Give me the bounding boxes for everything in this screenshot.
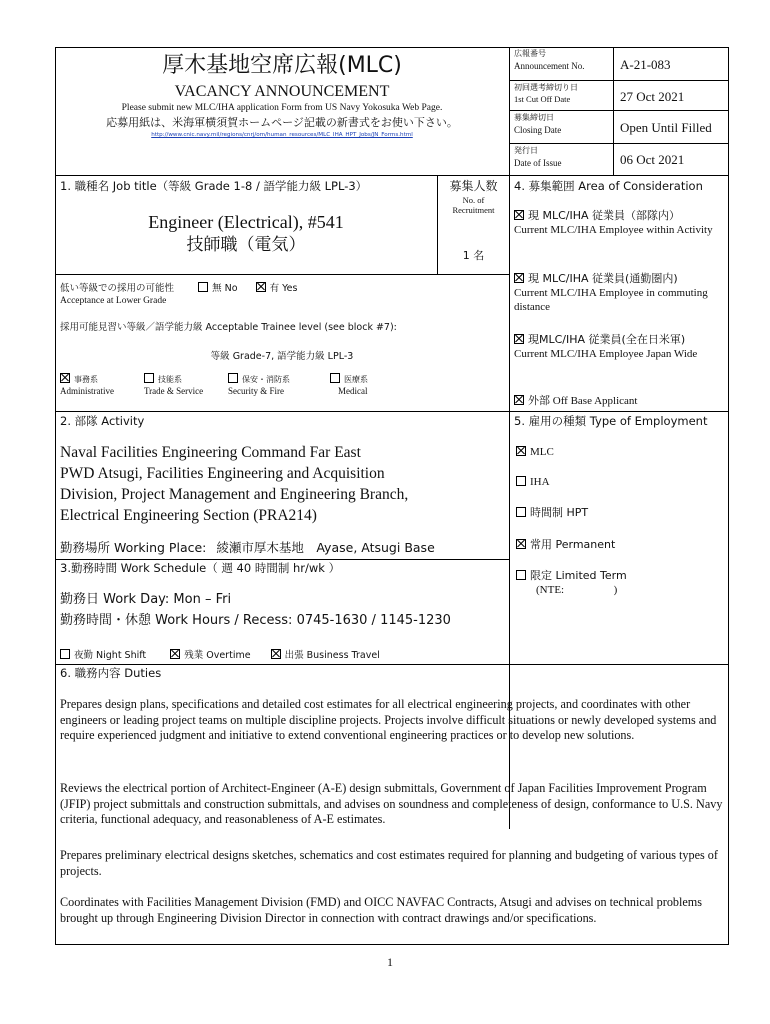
vacancy-announcement-heading: VACANCY ANNOUNCEMENT [174, 83, 390, 100]
hpt-checkbox[interactable] [516, 507, 526, 517]
date-of-issue-value: 06 Oct 2021 [620, 152, 685, 167]
divider [509, 80, 729, 81]
duties-header: 6. 職務内容 Duties [60, 666, 162, 680]
trainee-level-text: 採用可能見習い等級／語学能力級 Acceptable Trainee level (see block #7): [60, 322, 397, 333]
job-title-header: 1. 職種名 Job title（等級 Grade 1-8 / 語学能力級 LPL-3） [60, 179, 368, 193]
schedule-header: 3.勤務時間 Work Schedule（ 週 40 時間制 hr/wk ） [60, 561, 341, 575]
lower-grade-row: 低い等級での採用の可能性 無 No 有 Yes [60, 283, 298, 294]
activity-header: 2. 部隊 Activity [60, 414, 145, 428]
work-day: 勤務日 Work Day: Mon – Fri [60, 592, 232, 607]
announcement-no-label: 広報番号 Announcement No. [514, 49, 585, 71]
closing-date-value: Open Until Filled [620, 120, 712, 135]
category-trade-service: 技能系 Trade & Service [144, 375, 204, 396]
duties-paragraph: Prepares design plans, specifications and detailed cost estimates for all electrical engineering projects, and coordinates with other engineers or leading project teams on multiple discipline projects. Projects involve difficult situations or newly developed systems and require experienced judgment and initiative to extend conventional engineering practices or to develop new solutions. [60, 697, 717, 742]
lower-grade-yes-checkbox[interactable] [256, 282, 266, 292]
divider [509, 110, 729, 111]
cut-off-date-label: 初回選考締切り日 1st Cut Off Date [514, 83, 578, 104]
recruitment-label-jp: 募集人数 [449, 179, 498, 193]
area-item-off-base: 外部 Off Base Applicant [514, 394, 724, 408]
lower-grade-no-checkbox[interactable] [198, 282, 208, 292]
area-item-japan-wide: 現MLC/IHA 従業員(全在日米軍) Current MLC/IHA Employee Japan Wide [514, 333, 698, 360]
job-title-jp: 技師職（電気） [186, 235, 306, 255]
submit-note-en: Please submit new MLC/IHA application Form from US Navy Yokosuka Web Page. [121, 103, 443, 113]
category-medical: 医療系 Medical [330, 373, 368, 396]
area-header: 4. 募集範囲 Area of Consideration [514, 179, 703, 193]
employment-iha: IHA [516, 475, 550, 489]
employment-header: 5. 雇用の種類 Type of Employment [514, 414, 708, 428]
divider [613, 47, 614, 175]
lower-grade-label-en: Acceptance at Lower Grade [60, 296, 167, 306]
divider [55, 274, 509, 275]
iha-checkbox[interactable] [516, 476, 526, 486]
activity-text: Naval Facilities Engineering Command Far East PWD Atsugi, Facilities Engineering and Acquisition Division, Project Management and Engineering Branch, Electrical Engineering Section (PRA214) [60, 444, 409, 524]
employment-hpt: 時間制 HPT [516, 506, 588, 520]
divider [509, 143, 729, 144]
area-japan-wide-checkbox[interactable] [514, 334, 524, 344]
closing-date-label: 募集締切日 Closing Date [514, 113, 562, 135]
announcement-no-value: A-21-083 [620, 57, 671, 72]
working-place: 勤務場所 Working Place: 綾瀬市厚木基地 Ayase, Atsugi Base [60, 540, 435, 555]
permanent-checkbox[interactable] [516, 539, 526, 549]
employment-limited: 限定 Limited Term (NTE: ) [516, 569, 627, 597]
area-commuting-checkbox[interactable] [514, 273, 524, 283]
divider [55, 411, 729, 412]
divider [55, 664, 729, 665]
area-item-activity: 現 MLC/IHA 従業員（部隊内） Current MLC/IHA Employee within Activity [514, 209, 713, 236]
recruitment-count: 1 名 [462, 249, 485, 262]
night-shift-checkbox[interactable] [60, 649, 70, 659]
area-activity-checkbox[interactable] [514, 210, 524, 220]
security-fire-checkbox[interactable] [228, 373, 238, 383]
job-title-en: Engineer (Electrical), #541 [148, 212, 344, 232]
trainee-grade: 等級 Grade-7, 語学能力級 LPL-3 [210, 351, 354, 362]
duties-paragraph: Coordinates with Facilities Management Division (FMD) and OICC NAVFAC Contracts, Atsugi and advises on technical problems brought up through Engineering Division Director in connection with contract drawings and/or specifications. [60, 895, 703, 925]
divider [55, 559, 509, 560]
duties-paragraph: Reviews the electrical portion of Architect-Engineer (A-E) design submittals, Government of Japan Facilities Improvement Program (JFIP) project submittals and construction submittals, and advises on soundness and completeness of design, conformance to U.S. Navy criteria, functional adequacy, and reasonableness of A-E estimates. [60, 781, 723, 826]
business-travel-checkbox[interactable] [271, 649, 281, 659]
recruitment-label-en: No. of Recruitment [452, 195, 495, 215]
date-of-issue-label: 発行日 Date of Issue [514, 146, 562, 168]
forms-link[interactable]: http://www.cnic.navy.mil/regions/cnrj/om/human_resources/MLC_IHA_HPT_Jobs/JN_Forms.html [151, 132, 413, 138]
trade-service-checkbox[interactable] [144, 373, 154, 383]
employment-permanent: 常用 Permanent [516, 538, 615, 552]
medical-checkbox[interactable] [330, 373, 340, 383]
submit-note-jp: 応募用紙は、米海軍横須賀ホームページ記載の新書式をお使い下さい。 [106, 116, 458, 129]
mlc-checkbox[interactable] [516, 446, 526, 456]
duties-paragraph: Prepares preliminary electrical designs sketches, schematics and cost estimates required for planning and budgeting of various types of projects. [60, 848, 718, 878]
page-number: 1 [387, 955, 393, 969]
limited-term-checkbox[interactable] [516, 570, 526, 580]
work-hours: 勤務時間・休憩 Work Hours / Recess: 0745-1630 / 1145-1230 [60, 613, 451, 628]
category-security-fire: 保安・消防系 Security & Fire [228, 375, 290, 396]
administrative-checkbox[interactable] [60, 373, 70, 383]
overtime-checkbox[interactable] [170, 649, 180, 659]
area-item-commuting: 現 MLC/IHA 従業員(通勤圏内) Current MLC/IHA Employee in commuting distance [514, 272, 708, 313]
area-off-base-checkbox[interactable] [514, 395, 524, 405]
category-administrative: 事務系 Administrative [60, 375, 114, 396]
cut-off-date-value: 27 Oct 2021 [620, 89, 685, 104]
schedule-options: 夜勤 Night Shift 残業 Overtime 出張 Business Travel [60, 649, 380, 661]
page-title: 厚木基地空席広報(MLC) [162, 53, 402, 78]
employment-mlc: MLC [516, 445, 554, 459]
divider [55, 175, 729, 176]
